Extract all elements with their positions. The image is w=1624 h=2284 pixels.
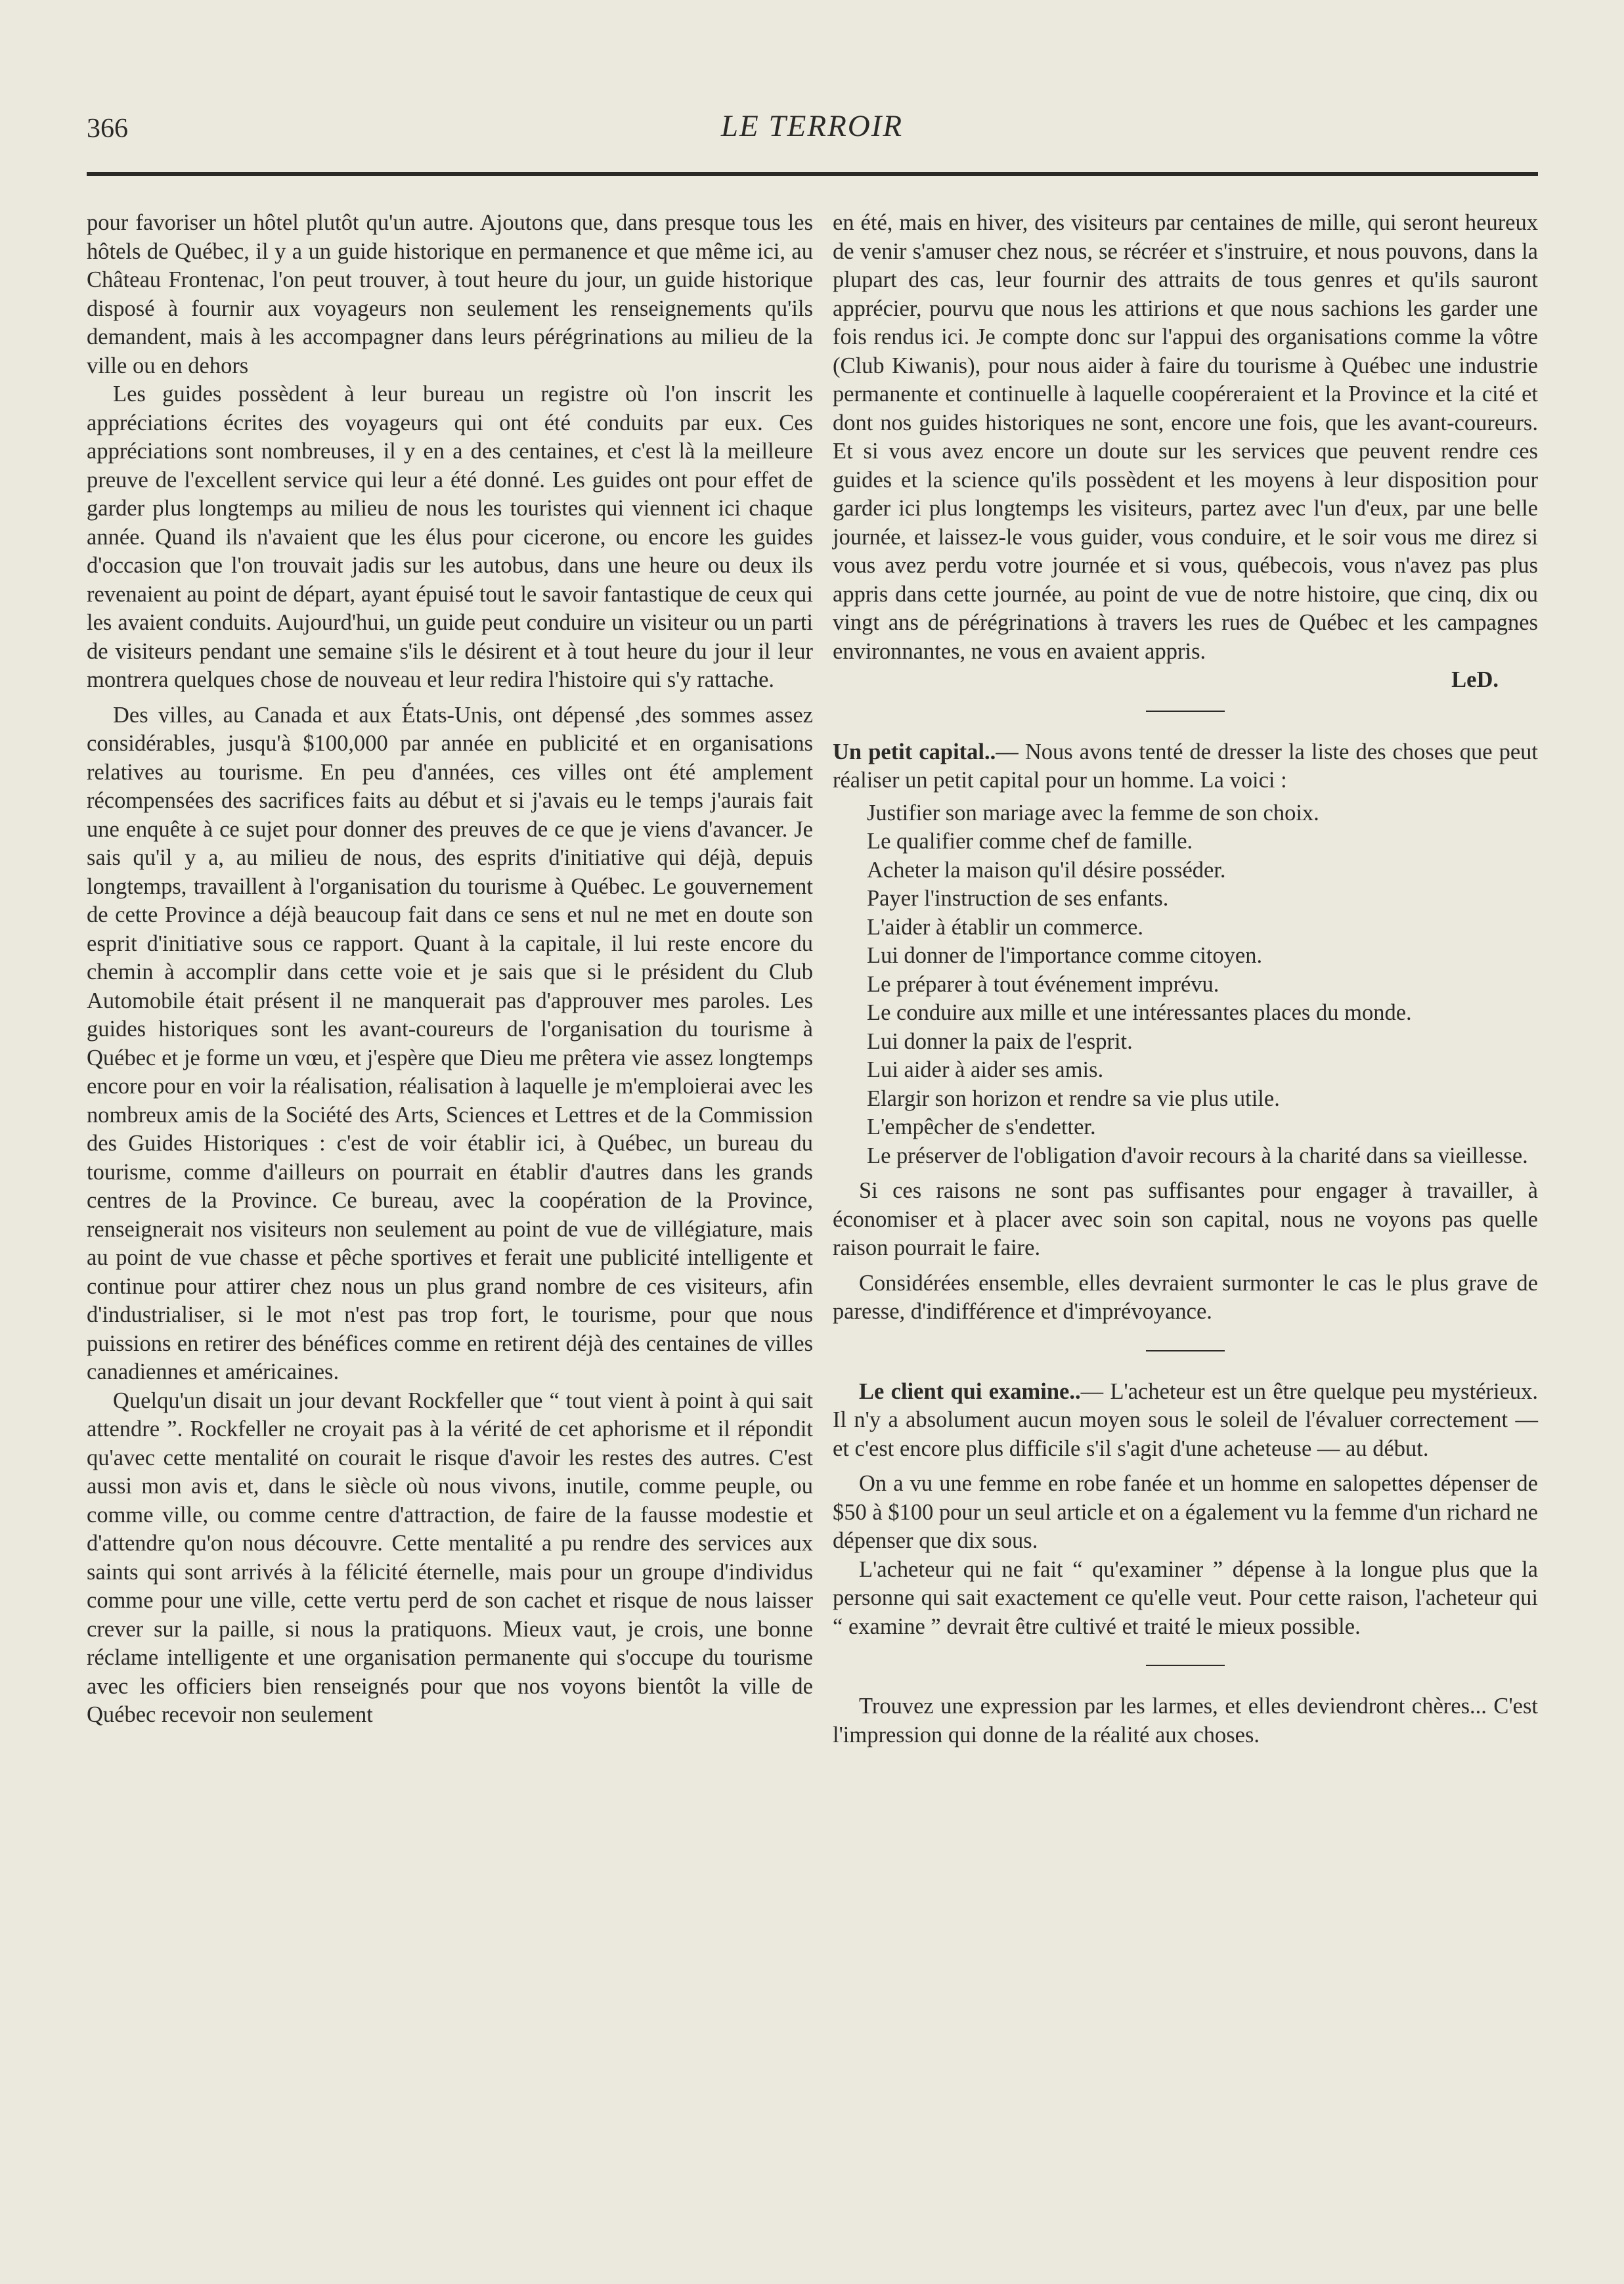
left-column	[87, 209, 813, 1730]
left-paragraph-3: Des villes, au Canada et aux États-Unis, ont dépensé ,des sommes assez considérables, jusqu'à $100,000 par année en publicité et en organisations relatives au tourisme. En peu d'années, ces villes ont été amplement récompensées des sacrifices faits au début et si j'avais eu le temps j'aurais fait une enquête à ce sujet pour donner des preuves de ce que je viens d'avancer. Je sais qu'il y a, au milieu de nous, des esprits d'initiative qui déjà, depuis longtemps, travaillent à l'organisation du tourisme à Québec. Le gouvernement de cette Province a déjà beaucoup fait dans ce sens et nul ne met en doute son esprit d'initiative sous ce rapport. Quant à la capitale, il lui reste encore du chemin à accomplir dans cette voie et je sais que si le président du Club Automobile était présent il ne manquerait pas d'approuver mes paroles. Les guides historiques sont les avant-coureurs de l'organisation du tourisme à Québec et je forme un vœu, et j'espère que Dieu me prêtera vie assez longtemps encore pour en voir la réalisation, réalisation à laquelle je m'emploierai avec les nombreux amis de la Société des Arts, Sciences et Lettres et de la Commission des Guides Historiques : c'est de voir établir ici, à Québec, un bureau du tourisme, comme d'ailleurs on pourrait en établir d'autres dans les grands centres de la Province. Ce bureau, avec la coopération de la Province, renseignerait nos visiteurs non seulement au point de vue de villégiature, mais au point de vue chasse et pêche sportives et ferait une publicité intelligente et continue pour attirer chez nous un plus grand nombre de ces visiteurs, afin d'industrialiser, si le mot n'est pas trop fort, le tourisme, pour que nous puissions en retirer des bénéfices comme en retirent déjà des centaines de villes canadiennes et américaines.	[87, 702, 813, 1384]
list-item: Payer l'instruction de ses enfants.	[867, 886, 1169, 911]
section-separator	[1146, 1350, 1225, 1351]
list-item: L'empêcher de s'endetter.	[867, 1114, 1096, 1139]
client-paragraph-1	[833, 1378, 1538, 1464]
capital-intro	[833, 738, 1538, 795]
list-item: Le préserver de l'obligation d'avoir recours à la charité dans sa vieillesse.	[867, 1143, 1528, 1168]
capital-paragraph-2: Si ces raisons ne sont pas suffisantes pour engager à travailler, à économiser et à placer avec soin son capital, nous ne voyons pas quelle raison pourrait le faire.	[833, 1178, 1538, 1260]
list-item: Justifier son mariage avec la femme de son choix.	[867, 800, 1319, 825]
client-heading: Le client qui examine..	[859, 1378, 1081, 1404]
list-item: Le conduire aux mille et une intéressantes places du monde.	[867, 1000, 1412, 1025]
capital-list	[833, 799, 1538, 1171]
list-item: Acheter la maison qu'il désire posséder.	[867, 857, 1226, 883]
left-paragraph-1: pour favoriser un hôtel plutôt qu'un autre. Ajoutons que, dans presque tous les hôtels de Québec, il y a un guide historique en permanence et que même ici, au Château Frontenac, l'on peut trouver, à tout heure du jour, un guide historique disposé à fournir aux voyageurs non seulement les renseignements qu'ils demandent, mais à les accompagner dans leurs pérégrinations au milieu de la ville ou en dehors	[87, 210, 813, 378]
list-item: Le préparer à tout événement imprévu.	[867, 971, 1219, 997]
page-number: 366	[87, 114, 128, 144]
left-paragraph-4: Quelqu'un disait un jour devant Rockfeller que “ tout vient à point à qui sait attendre ”. Rockfeller ne croyait pas à la vérité de cet aphorisme et il répondit qu'avec cette mentalité on courait le risque d'avoir les restes des autres. C'est aussi mon avis et, dans le siècle où nous vivons, inutile, comme peuple, ou comme ville, ou comme centre d'attraction, de faire de la fausse modestie et d'attendre qu'on nous découvre. Cette mentalité a pu rendre des services aux saints qui sont arrivés à la félicité éternelle, mais pour un groupe d'individus comme pour une ville, cette vertu perd de son cachet et risque de nous laisser crever sur la paille, si nous la pratiquons. Mieux vaut, je crois, une bonne réclame intelligente et une organisation permanente qui s'occupe du tourisme avec les officiers bien renseignés pour que nos voyons bientôt la ville de Québec recevoir non seulement	[87, 1388, 813, 1727]
client-paragraph-3: L'acheteur qui ne fait “ qu'examiner ” dépense à la longue plus que la personne qui sait exactement ce qu'elle veut. Pour cette raison, l'acheteur qui “ examine ” devrait être cultivé et traité le mieux possible.	[833, 1556, 1538, 1639]
header-rule	[87, 172, 1538, 176]
capital-intro-text: — Nous avons tenté de dresser la liste des choses que peut réaliser un petit capital pour un homme. La voici :	[833, 739, 1538, 793]
signature: LeD.	[1451, 667, 1499, 692]
list-item: Lui donner de l'importance comme citoyen.	[867, 943, 1263, 968]
capital-paragraph-3: Considérées ensemble, elles devraient surmonter le cas le plus grave de paresse, d'indifférence et d'imprévoyance.	[833, 1270, 1538, 1324]
client-intro-text: — L'acheteur est un être quelque peu mystérieux. Il n'y a absolument aucun moyen sous le soleil de l'évaluer correctement — et c'est encore plus difficile s'il s'agit d'une acheteuse — au début.	[833, 1378, 1538, 1461]
list-item: Lui aider à aider ses amis.	[867, 1057, 1104, 1082]
section-separator	[1146, 711, 1225, 712]
capital-heading: Un petit capital..	[833, 739, 996, 764]
list-item: L'aider à établir un commerce.	[867, 914, 1143, 940]
running-title: LE TERROIR	[720, 109, 904, 143]
list-item: Le qualifier comme chef de famille.	[867, 829, 1193, 854]
section-separator	[1146, 1665, 1225, 1666]
closing-paragraph: Trouvez une expression par les larmes, et elles deviendront chères... C'est l'impression qui donne de la réalité aux choses.	[833, 1694, 1538, 1747]
list-item: Elargir son horizon et rendre sa vie plus utile.	[867, 1086, 1280, 1111]
client-paragraph-2: On a vu une femme en robe fanée et un homme en salopettes dépenser de $50 à $100 pour un seul article et on a également vu la femme d'un richard ne dépenser que dix sous.	[833, 1471, 1538, 1553]
right-column	[833, 209, 1538, 1749]
list-item: Lui donner la paix de l'esprit.	[867, 1028, 1133, 1054]
left-paragraph-2: Les guides possèdent à leur bureau un registre où l'on inscrit les appréciations écrites des voyageurs qui ont été conduits par eux. Ces appréciations sont nombreuses, il y en a des centaines, et c'est là la meilleure preuve de l'excellent service qui leur a été donné. Les guides ont pour effet de garder plus longtemps au milieu de nous les touristes qui viennent ici chaque année. Quand ils n'avaient que les élus pour cicerone, ou encore les guides d'occasion que l'on trouvait jadis sur les autobus, dans une heure ou deux ils revenaient au point de départ, ayant épuisé tout le savoir fantastique de ceux qui les avaient conduits. Aujourd'hui, un guide peut conduire un visiteur ou un parti de visiteurs pendant une semaine s'ils le désirent et à tout heure du jour il leur montrera quelques chose de nouveau et leur redira l'histoire qui s'y rattache.	[87, 382, 813, 692]
right-paragraph-1: en été, mais en hiver, des visiteurs par centaines de mille, qui seront heureux de venir s'amuser chez nous, se récréer et s'instruire, et nous pouvons, dans la plupart des cas, leur fournir des attraits de tous genres et qu'ils sauront apprécier, pourvu que nous les attirions et que nous sachions les garder une fois rendus ici. Je compte donc sur l'appui des organisations comme la vôtre (Club Kiwanis), pour nous aider à faire du tourisme à Québec une industrie permanente et continuelle à laquelle coopéreraient et la Province et la cité et dont nos guides historiques ne sont, encore une fois, que les avant-coureurs. Et si vous avez encore un doute sur les services que peuvent rendre ces guides et la science qu'ils possèdent et les moyens à leur disposition pour garder ici plus longtemps les visiteurs, partez avec l'un d'eux, par une belle journée, et laissez-le vous guider, vous conduire, et le soir vous me direz si vous avez perdu votre journée et si vous, québecois, vous n'avez pas plus appris dans cette journée, au point de vue de notre histoire, que cinq, dix ou vingt ans de pérégrinations à travers les rues de Québec et les campagnes environnantes, ne vous en avaient appris.	[833, 210, 1538, 664]
